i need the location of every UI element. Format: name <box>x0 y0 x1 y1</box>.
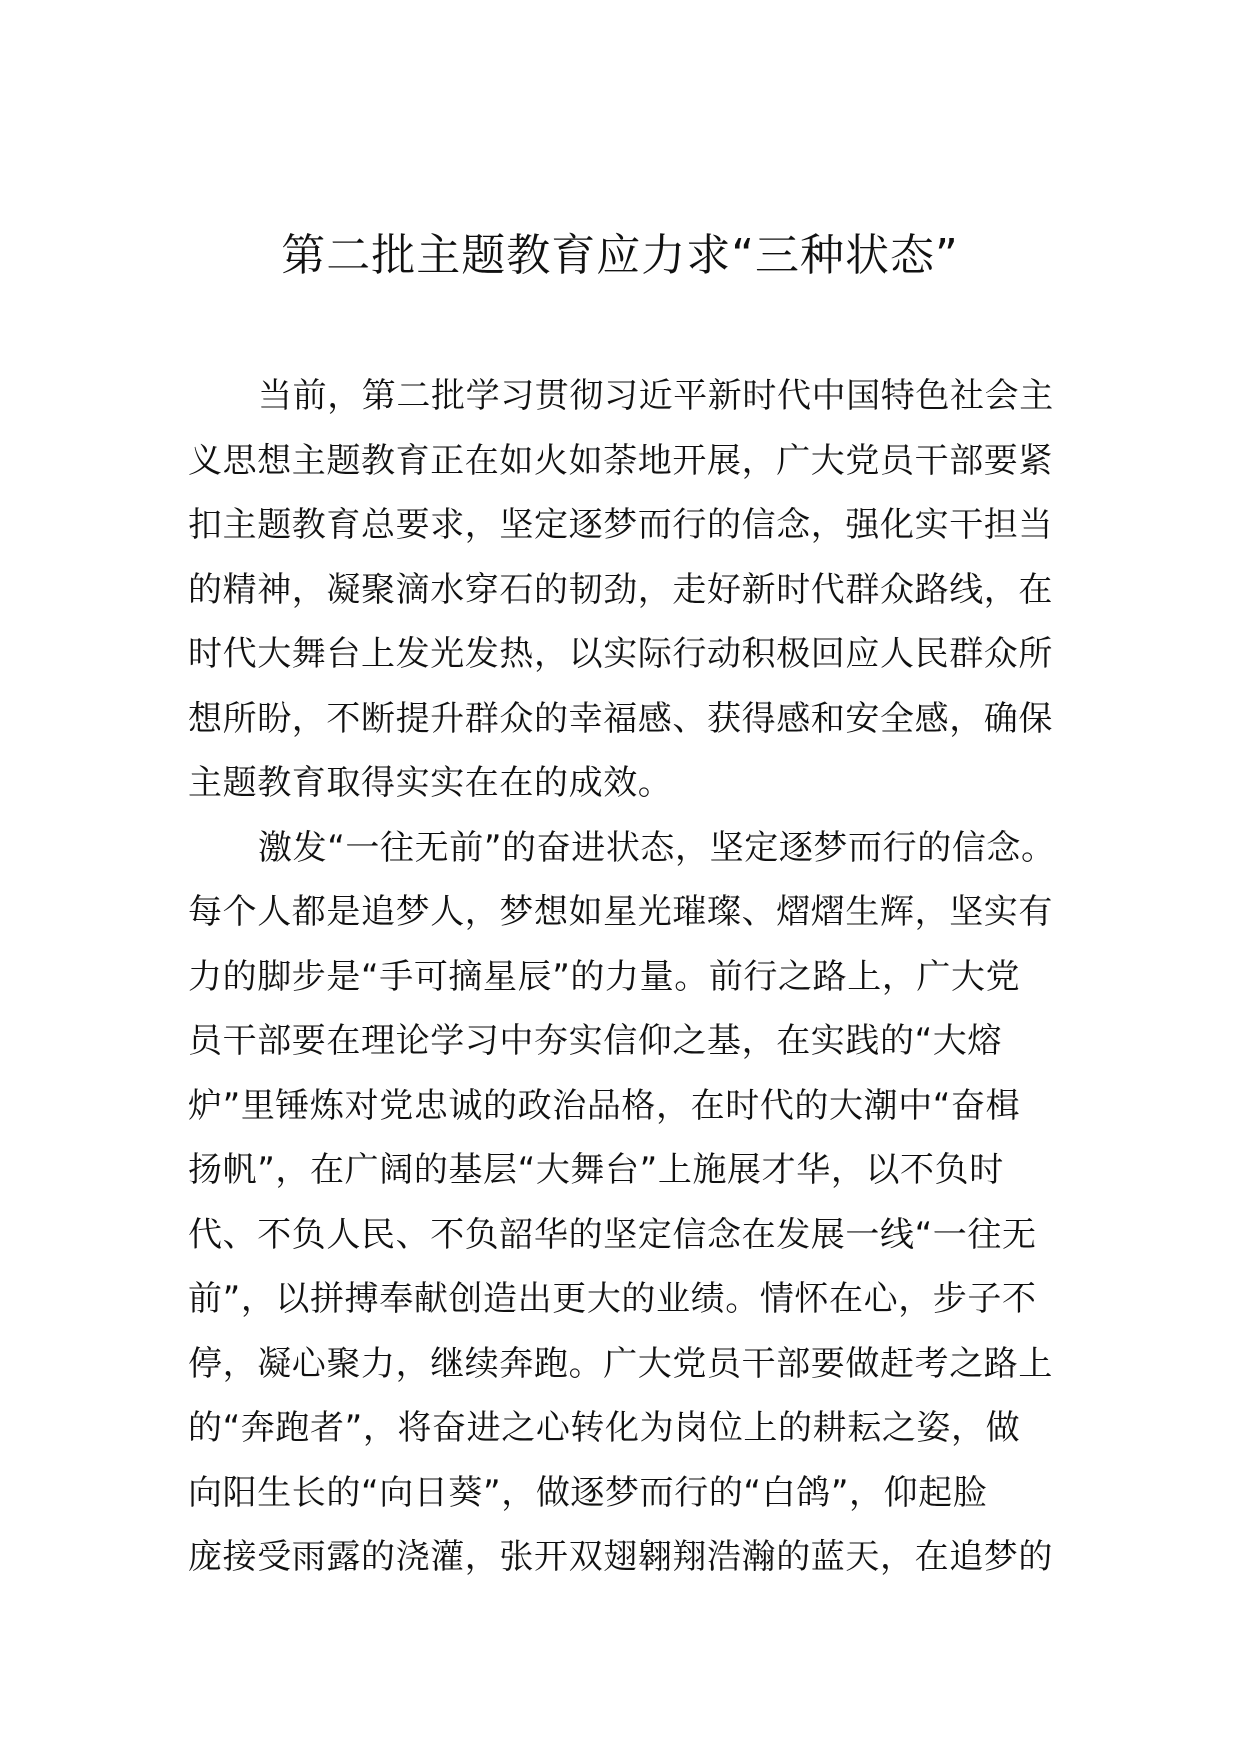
paragraph-2-line-9: 停，凝心聚力，继续奔跑。广大党员干部要做赶考之路上 <box>188 1343 1053 1384</box>
paragraph-1-line-1: 当前，第二批学习贯彻习近平新时代中国特色社会主 <box>258 376 1054 416</box>
document-body <box>188 364 1058 1590</box>
paragraph-2-line-1: 激发“一往无前”的奋进状态，坚定逐梦而行的信念。 <box>258 827 1056 868</box>
paragraph-2-line-4: 员干部要在理论学习中夯实信仰之基，在实践的“大熔 <box>188 1021 1003 1061</box>
paragraph-2-line-6: 扬帆”，在广阔的基层“大舞台”上施展才华，以不负时 <box>188 1150 1004 1190</box>
paragraph-2-line-11: 向阳生长的“向日葵”，做逐梦而行的“白鸽”，仰起脸 <box>188 1472 988 1513</box>
paragraph-1-line-6: 想所盼，不断提升群众的幸福感、获得感和安全感，确保 <box>188 698 1053 739</box>
paragraph-2-line-5: 炉”里锤炼对党忠诚的政治品格，在时代的大潮中“奋楫 <box>188 1085 1021 1126</box>
paragraph-2-line-12: 庞接受雨露的浇灌，张开双翅翱翔浩瀚的蓝天，在追梦的 <box>188 1537 1053 1577</box>
paragraph-1-line-5: 时代大舞台上发光发热，以实际行动积极回应人民群众所 <box>188 634 1053 674</box>
paragraph-2-line-8: 前”，以拼搏奉献创造出更大的业绩。情怀在心，步子不 <box>188 1279 1037 1319</box>
paragraph-2-line-3: 力的脚步是“手可摘星辰”的力量。前行之路上，广大党 <box>188 956 1021 997</box>
paragraph-2-line-10: 的“奔跑者”，将奋进之心转化为岗位上的耕耘之姿，做 <box>188 1408 1021 1448</box>
paragraph-1-line-7: 主题教育取得实实在在的成效。 <box>188 763 673 803</box>
paragraph-2-line-2: 每个人都是追梦人，梦想如星光璀璨、熠熠生辉，坚实有 <box>188 892 1053 932</box>
paragraph-2-line-7: 代、不负人民、不负韶华的坚定信念在发展一线“一往无 <box>188 1214 1037 1255</box>
paragraph-1-line-2: 义思想主题教育正在如火如荼地开展，广大党员干部要紧 <box>188 440 1053 481</box>
paragraph-1-line-3: 扣主题教育总要求，坚定逐梦而行的信念，强化实干担当 <box>188 505 1053 545</box>
document-title: 第二批主题教育应力求“三种状态” <box>281 230 959 281</box>
paragraph-1-line-4: 的精神，凝聚滴水穿石的韧劲，走好新时代群众路线，在 <box>188 569 1053 610</box>
